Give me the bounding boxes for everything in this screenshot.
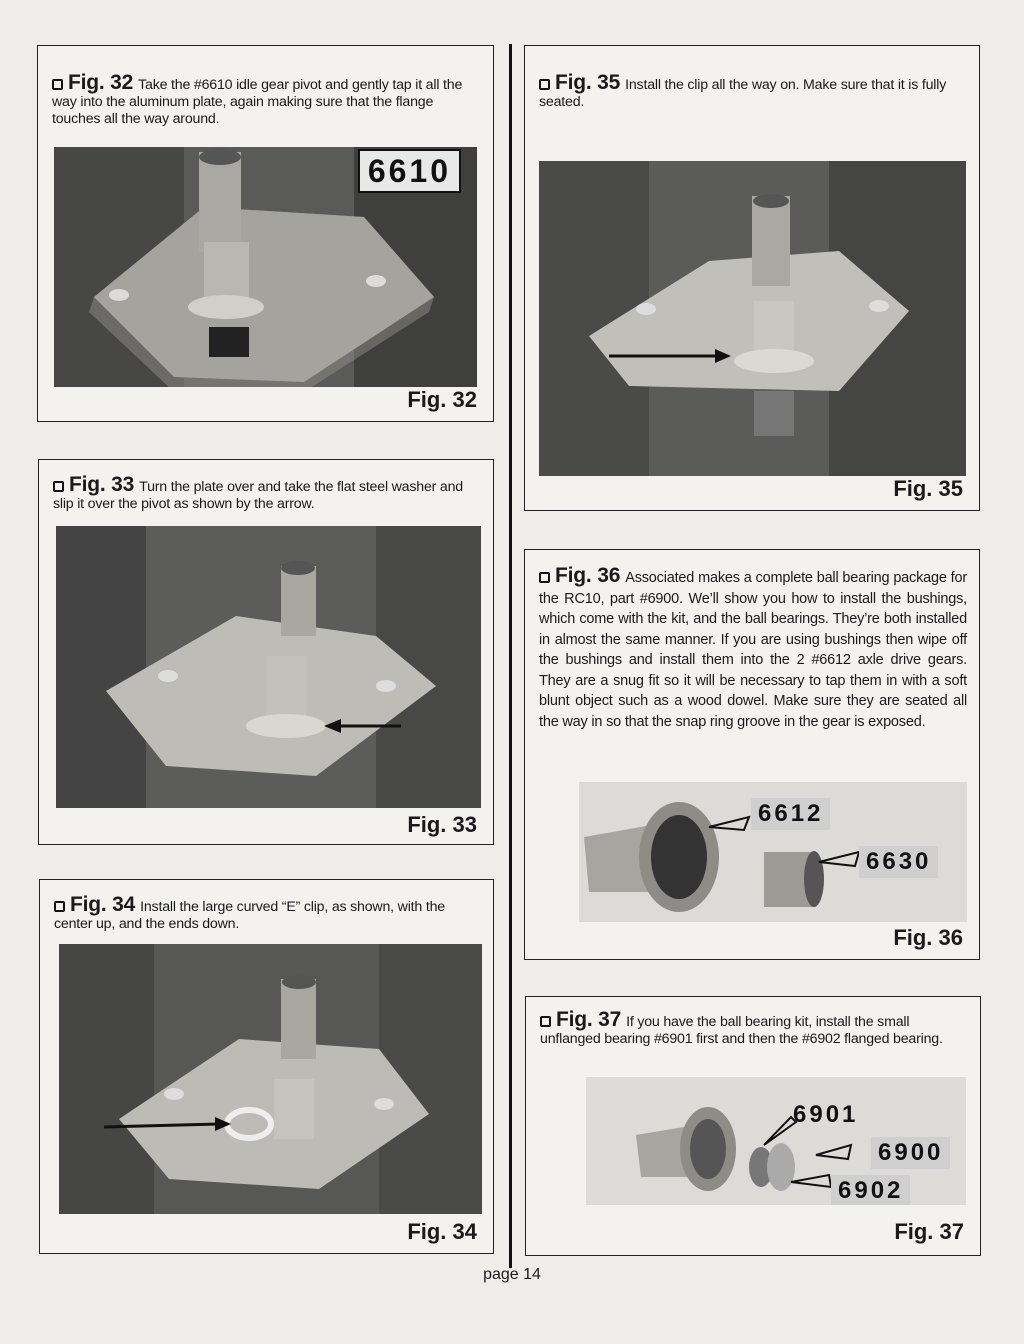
figure-33-panel [38,459,494,845]
checkbox-icon[interactable] [540,1016,551,1027]
figure-32-number: Fig. 32 [68,71,134,94]
figure-37-photo [586,1077,966,1205]
figure-37-label: Fig. 37 [894,1219,964,1244]
figure-36-panel [524,549,980,960]
figure-32-photo [54,147,477,387]
figure-35-panel [524,45,980,511]
figure-34-number: Fig. 34 [70,893,136,916]
figure-33-photo [56,526,481,808]
figure-35-text: Install the clip all the way on. Make sure that it is fully seated. [539,77,947,110]
figure-35-photo [539,161,966,476]
figure-36-caption [539,566,967,732]
figure-33-label: Fig. 33 [407,812,477,837]
checkbox-icon[interactable] [539,572,550,583]
figure-36-label: Fig. 36 [893,925,963,950]
figure-34-text: Install the large curved “E” clip, as shown, with the center up, and the ends down. [54,899,445,932]
figure-36-photo [579,782,967,922]
figure-35-caption [539,71,967,111]
figure-32-panel [37,45,494,422]
figure-32-caption [52,71,481,128]
checkbox-icon[interactable] [52,79,63,90]
figure-34-label: Fig. 34 [407,1219,477,1244]
figure-37-number: Fig. 37 [556,1008,622,1031]
figure-36-text: Associated makes a complete ball bearing package for the RC10, part #6900. We’ll show you how to install the bushings, which come with the kit, and the ball bearings. They’re both installed in almost the same manner. If you are using bushings then wipe off the bushings and install them into the 2 #6612 axle drive gears. They are a snug fit so it will be necessary to tap them in with a soft blunt object such as a wood dowel. Make sure they are seated all the way in so that the snap ring groove in the gear is exposed. [539,570,967,730]
figure-33-text: Turn the plate over and take the flat steel washer and slip it over the pivot as shown by the arrow. [53,479,463,512]
figure-32-text: Take the #6610 idle gear pivot and gently tap it all the way into the aluminum plate, again making sure that the flange touches all the way around. [52,77,463,127]
figure-37-text: If you have the ball bearing kit, install the small unflanged bearing #6901 first and then the #6902 flanged bearing. [540,1014,943,1047]
callout-6630: 6630 [859,846,938,878]
callout-6900: 6900 [871,1137,950,1169]
seated-clip-photo [539,161,966,476]
plate-washer-photo [56,526,481,808]
figure-34-panel [39,879,494,1254]
figure-34-caption [54,893,481,933]
figure-36-number: Fig. 36 [555,564,621,587]
e-clip-photo [59,944,482,1214]
figure-33-number: Fig. 33 [69,473,135,496]
checkbox-icon[interactable] [54,901,65,912]
page-number: page 14 [483,1266,541,1283]
checkbox-icon[interactable] [539,79,550,90]
figure-34-photo [59,944,482,1214]
figure-37-caption [540,1008,968,1048]
callout-6902: 6902 [831,1175,910,1205]
figure-33-caption [53,473,481,513]
callout-6612: 6612 [751,798,830,830]
callout-6901: 6901 [793,1101,859,1128]
figure-32-label: Fig. 32 [407,387,477,412]
column-divider [509,44,512,1268]
figure-35-number: Fig. 35 [555,71,621,94]
figure-37-panel [525,996,981,1256]
figure-35-label: Fig. 35 [893,476,963,501]
checkbox-icon[interactable] [53,481,64,492]
callout-6610: 6610 [358,149,461,193]
